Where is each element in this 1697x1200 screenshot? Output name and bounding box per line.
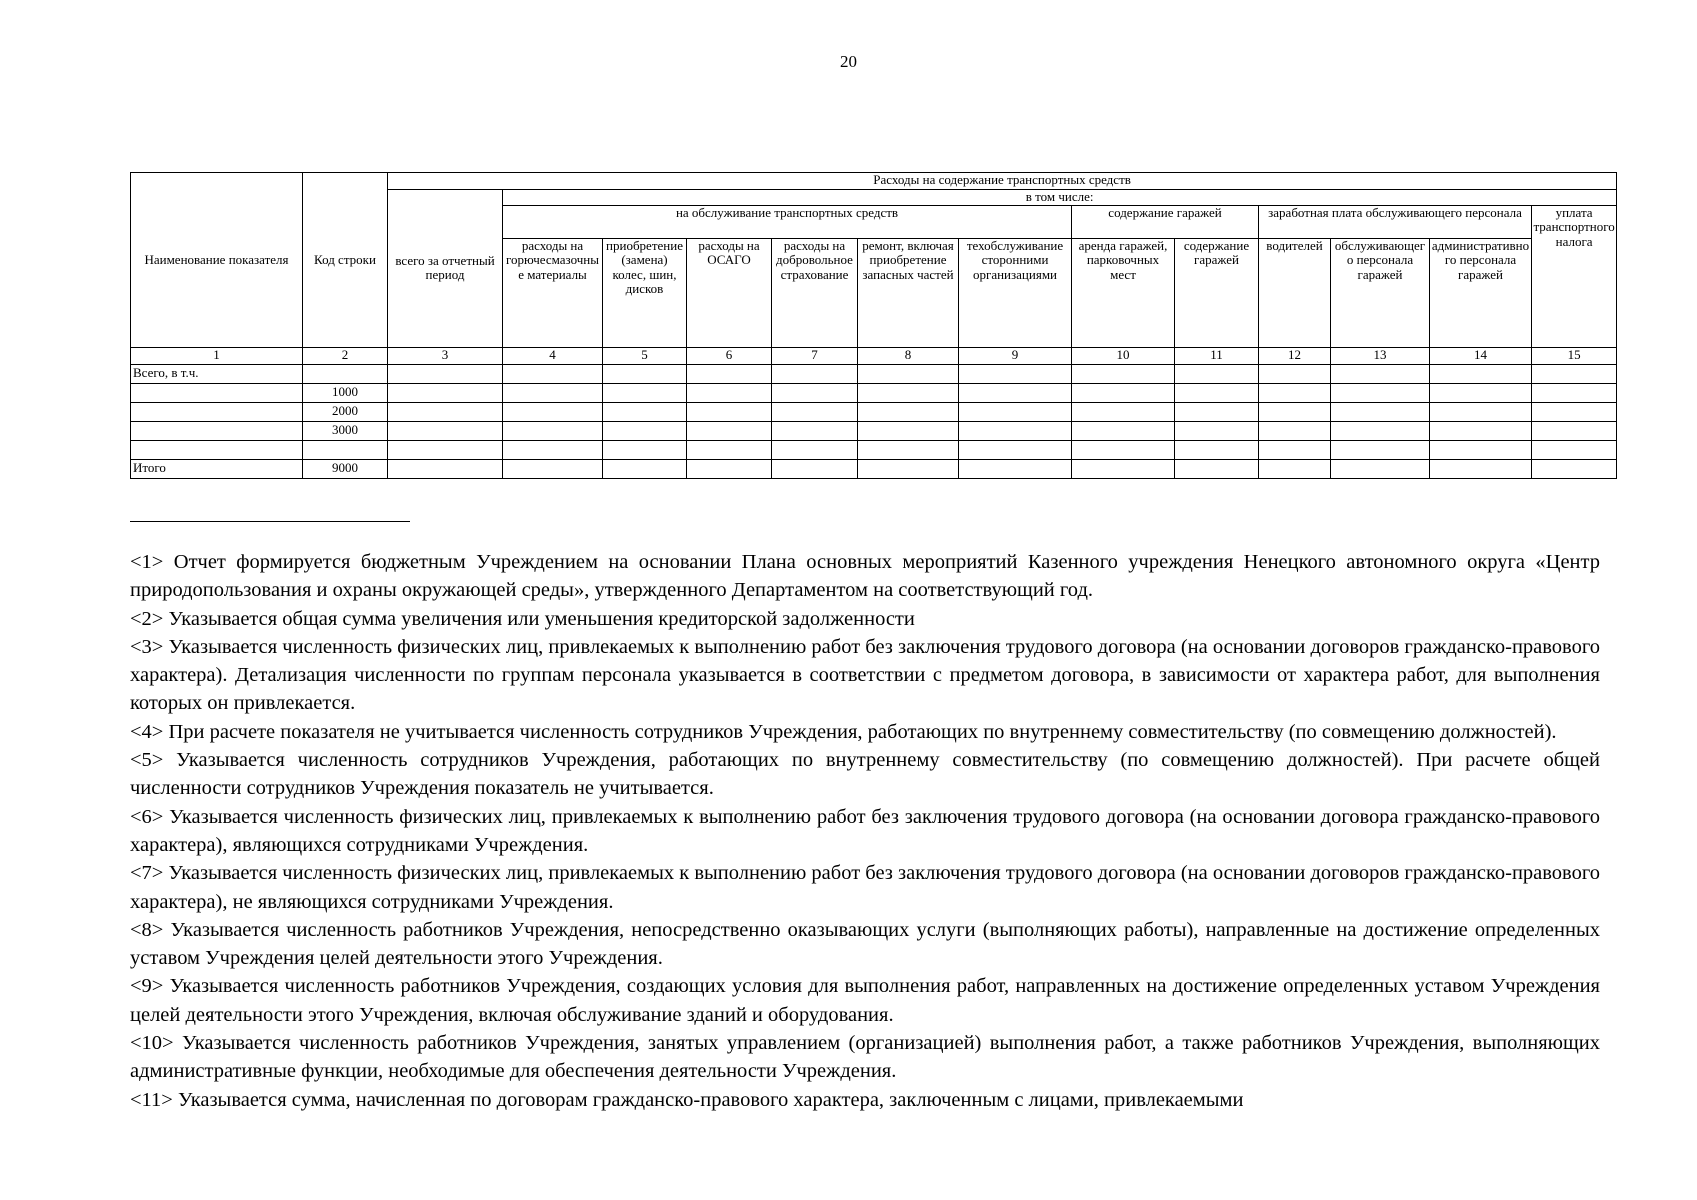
value-cell[interactable] — [388, 421, 503, 440]
value-cell[interactable] — [1331, 459, 1430, 478]
value-cell[interactable] — [503, 440, 603, 459]
header-fuel-lubricants: расходы на горючесмазочные материалы — [503, 238, 603, 347]
header-garage-maintenance: содержание гаражей — [1072, 205, 1259, 238]
table-row — [131, 383, 1617, 402]
value-cell[interactable] — [1072, 364, 1175, 383]
header-third-party-maintenance: техобслуживание сторонними организациями — [959, 238, 1072, 347]
value-cell[interactable] — [388, 383, 503, 402]
header-including: в том числе: — [503, 190, 1617, 206]
value-cell[interactable] — [603, 459, 687, 478]
footnote-item: <6> Указывается численность физических лиц, привлекаемых к выполнению работ без заключения трудового договора (на основании договора гражданско-правового характера), являющихся сотрудниками Учреждения. — [130, 805, 1600, 856]
value-cell[interactable] — [1259, 383, 1331, 402]
value-cell[interactable] — [1259, 421, 1331, 440]
value-cell[interactable] — [1175, 440, 1259, 459]
value-cell[interactable] — [603, 440, 687, 459]
value-cell[interactable] — [1175, 383, 1259, 402]
value-cell[interactable] — [388, 459, 503, 478]
header-garage-service-staff: обслуживающего персонала гаражей — [1331, 238, 1430, 347]
row-code: 1000 — [303, 383, 388, 402]
column-number: 6 — [687, 347, 772, 364]
value-cell[interactable] — [1072, 459, 1175, 478]
value-cell[interactable] — [687, 383, 772, 402]
value-cell[interactable] — [959, 421, 1072, 440]
value-cell[interactable] — [1532, 364, 1617, 383]
value-cell[interactable] — [1175, 364, 1259, 383]
header-repair-parts: ремонт, включая приобретение запасных частей — [858, 238, 959, 347]
footnote-item: <8> Указывается численность работников Учреждения, непосредственно оказывающих услуги (выполняющих работы), направленные на достижение определенных уставом Учреждения целей деятельности этого Учреждения. — [130, 918, 1600, 970]
row-code — [303, 364, 388, 383]
column-numbers-row — [131, 347, 1617, 364]
header-total-period: всего за отчетный период — [388, 190, 503, 348]
page-number: 20 — [840, 52, 857, 71]
value-cell[interactable] — [1532, 440, 1617, 459]
table-body — [131, 364, 1617, 478]
header-garage-admin-staff: административного персонала гаражей — [1430, 238, 1532, 347]
column-number: 12 — [1259, 347, 1331, 364]
footnote-item: <1> Отчет формируется бюджетным Учреждением на основании Плана основных мероприятий Казенного учреждения Ненецкого автономного округа «Центр природопользования и охраны окружающей среды», утвержденного Департаментом на соответствующий год. — [130, 551, 1600, 602]
value-cell[interactable] — [603, 402, 687, 421]
row-name — [131, 421, 303, 440]
value-cell[interactable] — [772, 383, 858, 402]
header-osago: расходы на ОСАГО — [687, 238, 772, 347]
value-cell[interactable] — [1430, 402, 1532, 421]
value-cell[interactable] — [858, 383, 959, 402]
table-row — [131, 421, 1617, 440]
column-number: 5 — [603, 347, 687, 364]
footnote-item: <5> Указывается численность сотрудников Учреждения, работающих по внутреннему совместительству (по совмещению должностей). При расчете общей численности сотрудников Учреждения показатель не учитывается. — [130, 749, 1600, 800]
footnotes — [130, 548, 1600, 1114]
header-garage-rent: аренда гаражей, парковочных мест — [1072, 238, 1175, 347]
value-cell[interactable] — [1072, 440, 1175, 459]
row-name: Итого — [131, 459, 303, 478]
table-row — [131, 364, 1617, 383]
header-voluntary-insurance: расходы на добровольное страхование — [772, 238, 858, 347]
footnote-item: <3> Указывается численность физических лиц, привлекаемых к выполнению работ без заключения трудового договора (на основании договоров гражданско-правового характера). Детализация численности по группам персонала указывается в соответствии с предметом договора, в зависимости от характера работ, для выполнения которых он привлекается. — [130, 635, 1600, 715]
value-cell[interactable] — [388, 364, 503, 383]
value-cell[interactable] — [1532, 459, 1617, 478]
transport-expenses-table-container — [130, 172, 1616, 479]
value-cell[interactable] — [772, 421, 858, 440]
value-cell[interactable] — [1259, 402, 1331, 421]
column-number: 10 — [1072, 347, 1175, 364]
value-cell[interactable] — [1331, 421, 1430, 440]
value-cell[interactable] — [1072, 402, 1175, 421]
row-name — [131, 440, 303, 459]
header-vehicle-service: на обслуживание транспортных средств — [503, 205, 1072, 238]
value-cell[interactable] — [503, 402, 603, 421]
header-row-code: Код строки — [303, 173, 388, 348]
value-cell[interactable] — [959, 459, 1072, 478]
value-cell[interactable] — [687, 440, 772, 459]
value-cell[interactable] — [1430, 383, 1532, 402]
row-code — [303, 440, 388, 459]
value-cell[interactable] — [772, 459, 858, 478]
value-cell[interactable] — [388, 402, 503, 421]
row-code: 2000 — [303, 402, 388, 421]
column-number: 15 — [1532, 347, 1617, 364]
transport-expenses-table — [130, 172, 1617, 479]
value-cell[interactable] — [503, 421, 603, 440]
value-cell[interactable] — [858, 364, 959, 383]
value-cell[interactable] — [1430, 364, 1532, 383]
value-cell[interactable] — [772, 440, 858, 459]
column-number: 13 — [1331, 347, 1430, 364]
value-cell[interactable] — [959, 440, 1072, 459]
footnote-item: <4> При расчете показателя не учитывается численность сотрудников Учреждения, работающих по внутреннему совместительству (по совмещению должностей). — [130, 720, 1557, 743]
column-number: 9 — [959, 347, 1072, 364]
value-cell[interactable] — [1072, 383, 1175, 402]
footnote-item: <2> Указывается общая сумма увеличения или уменьшения кредиторской задолженности — [130, 607, 915, 630]
value-cell[interactable] — [1430, 459, 1532, 478]
value-cell[interactable] — [603, 364, 687, 383]
header-indicator-name: Наименование показателя — [131, 173, 303, 348]
footnote-item: <11> Указывается сумма, начисленная по договорам гражданско-правового характера, заключенным с лицами, привлекаемыми — [130, 1088, 1244, 1111]
value-cell[interactable] — [503, 383, 603, 402]
header-garage-upkeep: содержание гаражей — [1175, 238, 1259, 347]
value-cell[interactable] — [772, 364, 858, 383]
header-staff-salary: заработная плата обслуживающего персонала — [1259, 205, 1532, 238]
header-wheels-tires: приобретение (замена) колес, шин, дисков — [603, 238, 687, 347]
value-cell[interactable] — [959, 364, 1072, 383]
value-cell[interactable] — [858, 440, 959, 459]
value-cell[interactable] — [687, 364, 772, 383]
footnote-item: <10> Указывается численность работников Учреждения, занятых управлением (организацией) выполнения работ, а также работников Учреждения, выполняющих административные функции, необходимые для обеспечения деятельности Учреждения. — [130, 1032, 1600, 1083]
value-cell[interactable] — [858, 459, 959, 478]
table-row — [131, 440, 1617, 459]
value-cell[interactable] — [1430, 440, 1532, 459]
value-cell[interactable] — [1175, 459, 1259, 478]
value-cell[interactable] — [687, 402, 772, 421]
footnote-separator — [130, 521, 410, 522]
value-cell[interactable] — [503, 364, 603, 383]
header-transport-tax: уплата транспортного налога — [1532, 205, 1617, 347]
column-number: 3 — [388, 347, 503, 364]
value-cell[interactable] — [1259, 459, 1331, 478]
value-cell[interactable] — [959, 402, 1072, 421]
value-cell[interactable] — [1072, 421, 1175, 440]
column-number: 14 — [1430, 347, 1532, 364]
column-number: 2 — [303, 347, 388, 364]
footnote-item: <9> Указывается численность работников Учреждения, создающих условия для выполнения работ, направленных на достижение определенных уставом Учреждения целей деятельности этого Учреждения, включая обслуживание зданий и оборудования. — [130, 975, 1600, 1026]
value-cell[interactable] — [1175, 421, 1259, 440]
value-cell[interactable] — [687, 421, 772, 440]
column-number: 7 — [772, 347, 858, 364]
value-cell[interactable] — [1532, 421, 1617, 440]
column-number: 11 — [1175, 347, 1259, 364]
value-cell[interactable] — [603, 421, 687, 440]
value-cell[interactable] — [1532, 402, 1617, 421]
value-cell[interactable] — [1259, 364, 1331, 383]
value-cell[interactable] — [1430, 421, 1532, 440]
footnote-item: <7> Указывается численность физических лиц, привлекаемых к выполнению работ без заключения трудового договора (на основании договоров гражданско-правового характера), не являющихся сотрудниками Учреждения. — [130, 862, 1600, 913]
value-cell[interactable] — [1532, 383, 1617, 402]
row-code: 3000 — [303, 421, 388, 440]
row-name: Всего, в т.ч. — [131, 364, 303, 383]
value-cell[interactable] — [1331, 364, 1430, 383]
value-cell[interactable] — [959, 383, 1072, 402]
column-number: 1 — [131, 347, 303, 364]
row-name — [131, 402, 303, 421]
value-cell[interactable] — [858, 402, 959, 421]
header-drivers: водителей — [1259, 238, 1331, 347]
value-cell[interactable] — [503, 459, 603, 478]
row-name — [131, 383, 303, 402]
value-cell[interactable] — [1331, 402, 1430, 421]
header-transport-expenses: Расходы на содержание транспортных средств — [388, 173, 1617, 190]
value-cell[interactable] — [1331, 440, 1430, 459]
column-number: 8 — [858, 347, 959, 364]
table-row — [131, 402, 1617, 421]
value-cell[interactable] — [388, 440, 503, 459]
table-row — [131, 459, 1617, 478]
value-cell[interactable] — [858, 421, 959, 440]
column-number: 4 — [503, 347, 603, 364]
value-cell[interactable] — [687, 459, 772, 478]
value-cell[interactable] — [603, 383, 687, 402]
value-cell[interactable] — [1175, 402, 1259, 421]
row-code: 9000 — [303, 459, 388, 478]
value-cell[interactable] — [772, 402, 858, 421]
value-cell[interactable] — [1331, 383, 1430, 402]
value-cell[interactable] — [1259, 440, 1331, 459]
